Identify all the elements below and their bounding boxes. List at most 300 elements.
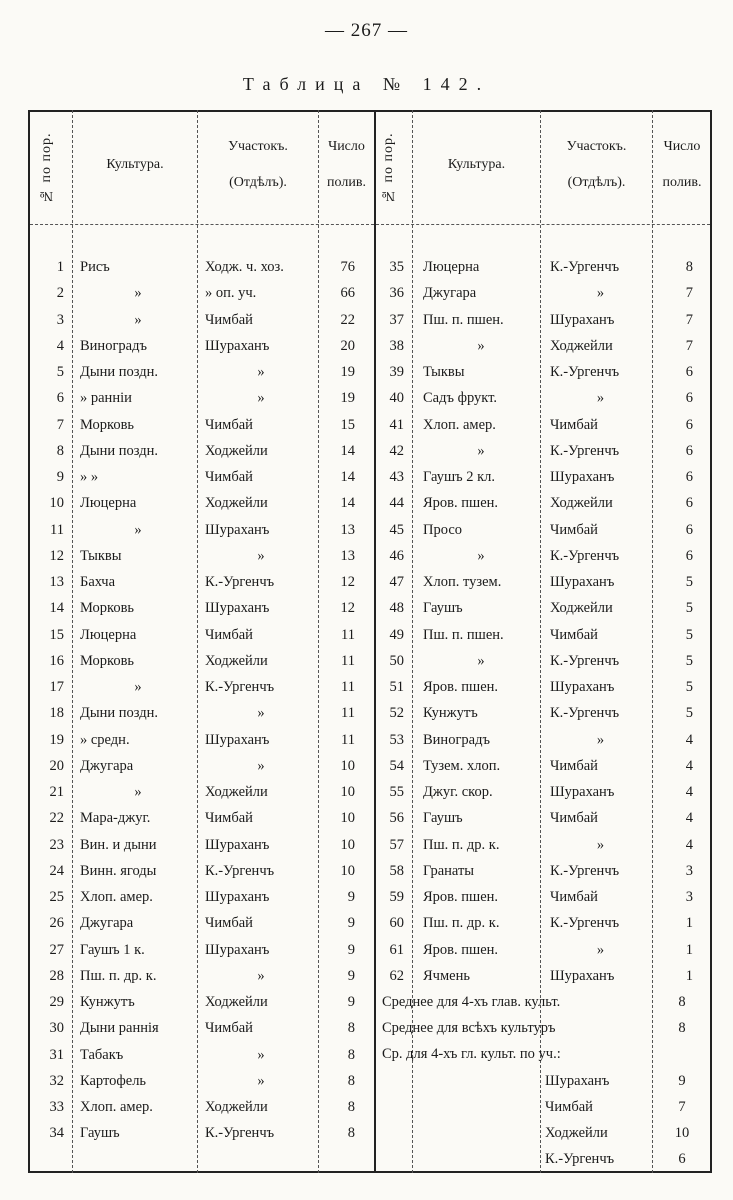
table-row <box>0 543 733 569</box>
row-number: 61 <box>389 941 404 958</box>
row-value: 19 <box>340 390 355 407</box>
summary-plot-value: 6 <box>678 1151 686 1167</box>
row-plot: К.-Ургенчъ <box>205 574 275 590</box>
row-plot: Чимбай <box>550 626 598 643</box>
row-number: 50 <box>389 652 404 669</box>
row-culture: Дыни раннія <box>80 1020 159 1037</box>
row-number: 52 <box>389 705 404 722</box>
row-value: 6 <box>685 469 693 485</box>
row-value: 10 <box>340 810 355 827</box>
row-number: 17 <box>49 679 64 695</box>
row-number: 40 <box>389 390 404 407</box>
row-plot: Ходжейли <box>205 784 268 800</box>
row-culture: Хлоп. тузем. <box>423 574 502 590</box>
row-culture: Люцерна <box>423 259 480 275</box>
table-row <box>0 727 733 753</box>
row-plot: Чимбай <box>550 757 598 774</box>
row-plot: К.-Ургенчъ <box>205 679 275 695</box>
row-value: 13 <box>340 547 355 564</box>
row-plot: Ходж. ч. хоз. <box>205 259 284 275</box>
row-value: 3 <box>685 889 693 905</box>
row-culture: » <box>477 337 485 354</box>
row-value: 4 <box>685 731 693 748</box>
row-culture: Тузем. хлоп. <box>423 757 501 774</box>
row-culture: » <box>134 311 142 328</box>
row-culture: Пш. п. др. к. <box>423 836 500 853</box>
row-number: 10 <box>49 495 64 512</box>
row-culture: Картофель <box>80 1072 147 1089</box>
table-row <box>0 1068 733 1094</box>
row-number: 35 <box>389 259 404 275</box>
header-culture: Культура. <box>106 157 164 172</box>
row-plot: Чимбай <box>550 521 598 538</box>
row-value: 19 <box>340 364 355 380</box>
row-number: 37 <box>389 311 404 328</box>
row-culture: Джугара <box>80 757 134 774</box>
row-number: 41 <box>389 416 404 433</box>
row-culture: Яров. пшен. <box>423 679 499 695</box>
row-culture: Морковь <box>80 652 135 669</box>
table-row <box>0 753 733 779</box>
row-number: 19 <box>49 731 64 748</box>
row-number: 34 <box>49 1125 64 1142</box>
row-plot: Ходжейли <box>205 994 268 1010</box>
row-value: 5 <box>685 679 693 695</box>
row-culture: Мара-джуг. <box>80 810 151 827</box>
row-culture: Виноградъ <box>80 337 147 354</box>
table-row <box>0 307 733 333</box>
row-number: 58 <box>389 862 404 879</box>
row-number: 15 <box>49 626 64 643</box>
row-number: 57 <box>389 836 404 853</box>
row-culture: Джуг. скор. <box>423 784 493 800</box>
row-value: 10 <box>340 836 355 853</box>
row-value: 12 <box>340 574 355 590</box>
row-culture: Хлоп. амер. <box>423 416 496 433</box>
row-plot: К.-Ургенчъ <box>550 915 620 932</box>
row-value: 6 <box>685 442 693 459</box>
row-plot: » <box>257 757 265 774</box>
row-value: 3 <box>685 862 693 879</box>
summary-plot-name: Ходжейли <box>545 1125 608 1141</box>
row-plot: » <box>257 547 265 564</box>
row-number: 24 <box>49 862 64 879</box>
table-row <box>0 858 733 884</box>
row-culture: Садъ фрукт. <box>423 390 498 407</box>
row-culture: Джугара <box>423 285 477 302</box>
row-value: 11 <box>341 652 355 669</box>
table-row <box>0 359 733 385</box>
table-row <box>0 700 733 726</box>
row-culture: Гаушъ 1 к. <box>80 941 145 958</box>
row-plot: Шураханъ <box>205 941 270 958</box>
row-plot: » <box>257 1046 265 1063</box>
row-number: 27 <box>49 941 64 958</box>
table-row <box>0 569 733 595</box>
table-row <box>0 412 733 438</box>
row-number: 55 <box>389 784 404 800</box>
table-row <box>0 622 733 648</box>
row-culture: Просо <box>423 521 463 538</box>
row-plot: К.-Ургенчъ <box>550 442 620 459</box>
row-culture: Хлоп. амер. <box>80 1099 153 1115</box>
row-value: 4 <box>685 810 693 827</box>
row-culture: Люцерна <box>80 495 137 512</box>
summary-plot-value: 10 <box>674 1125 690 1141</box>
table-row <box>0 1042 733 1068</box>
row-number: 26 <box>49 915 64 932</box>
row-plot: Чимбай <box>550 810 598 827</box>
row-number: 20 <box>49 757 64 774</box>
row-culture: Дыни поздн. <box>80 705 159 722</box>
row-number: 2 <box>56 285 64 302</box>
row-value: 6 <box>685 390 693 407</box>
row-value: 9 <box>347 941 355 958</box>
row-value: 1 <box>685 941 693 958</box>
table-row <box>0 517 733 543</box>
summary-per-plot-label: Ср. для 4-хъ гл. культ. по уч.: <box>382 1046 561 1062</box>
row-plot: Шураханъ <box>205 337 270 354</box>
row-culture: Пш. п. др. к. <box>423 915 500 932</box>
row-value: 9 <box>347 967 355 984</box>
row-plot: » <box>596 836 605 853</box>
table-row <box>0 779 733 805</box>
table-row <box>0 595 733 621</box>
header-separator <box>30 224 710 225</box>
table-row <box>0 1015 733 1041</box>
row-culture: Пш. п. пшен. <box>423 311 504 328</box>
row-plot: Чимбай <box>205 469 253 485</box>
table-row <box>0 464 733 490</box>
summary-avg-main-label: Среднее для 4-хъ глав. культ. <box>382 994 561 1010</box>
row-value: 6 <box>685 495 693 512</box>
row-culture: Хлоп. амер. <box>80 889 153 905</box>
row-value: 7 <box>685 311 693 328</box>
row-culture: Ячмень <box>423 967 470 984</box>
row-value: 8 <box>347 1099 355 1115</box>
row-culture: » <box>134 285 142 302</box>
table-title: Таблица № 142. <box>242 74 491 94</box>
row-culture: Яров. пшен. <box>423 889 499 905</box>
row-value: 66 <box>340 285 355 302</box>
row-culture: Морковь <box>80 416 135 433</box>
row-value: 8 <box>347 1020 355 1037</box>
row-value: 5 <box>685 705 693 722</box>
row-plot: » <box>596 390 605 407</box>
row-value: 14 <box>340 495 355 512</box>
row-plot: Шураханъ <box>550 784 615 800</box>
row-value: 5 <box>685 626 693 643</box>
row-plot: К.-Ургенчъ <box>205 862 275 879</box>
summary-plot-value: 9 <box>678 1073 686 1089</box>
row-culture: » <box>134 784 142 800</box>
row-culture: » ранніи <box>80 390 132 407</box>
row-culture: » » <box>80 469 99 485</box>
row-culture: Гаушъ <box>80 1125 120 1142</box>
header-count-line2-right: полив. <box>662 175 702 190</box>
row-number: 47 <box>389 574 404 590</box>
row-value: 4 <box>685 757 693 774</box>
row-number: 60 <box>389 915 404 932</box>
row-number: 1 <box>56 259 64 275</box>
row-value: 4 <box>685 784 693 800</box>
row-value: 13 <box>340 521 355 538</box>
table-row <box>0 910 733 936</box>
row-plot: Шураханъ <box>550 967 615 984</box>
row-plot: Чимбай <box>205 810 253 827</box>
row-number: 14 <box>49 600 64 617</box>
row-culture: Гранаты <box>423 862 475 879</box>
table-row <box>0 674 733 700</box>
table-row <box>0 937 733 963</box>
row-number: 11 <box>50 521 64 538</box>
summary-avg-main-value: 8 <box>678 994 686 1010</box>
row-culture: Гаушъ 2 кл. <box>423 469 496 485</box>
row-plot: Шураханъ <box>550 574 615 590</box>
row-number: 6 <box>56 390 64 407</box>
row-culture: Яров. пшен. <box>423 495 499 512</box>
table-row <box>0 280 733 306</box>
row-number: 25 <box>49 889 64 905</box>
row-value: 11 <box>341 731 355 748</box>
row-plot: Чимбай <box>550 416 598 433</box>
row-number: 29 <box>49 994 64 1010</box>
header-plot-line1: Участокъ. <box>228 139 288 154</box>
row-plot: » <box>596 941 605 958</box>
header-num: № по пор. <box>39 132 54 204</box>
row-number: 31 <box>49 1046 64 1063</box>
summary-plot-name: Чимбай <box>545 1099 593 1115</box>
table-row <box>0 648 733 674</box>
row-number: 9 <box>56 469 64 485</box>
row-culture: Тыквы <box>80 547 122 564</box>
header-count-line2: полив. <box>327 175 366 190</box>
row-number: 42 <box>389 442 404 459</box>
row-value: 9 <box>347 994 355 1010</box>
row-value: 10 <box>340 862 355 879</box>
row-value: 6 <box>685 547 693 564</box>
row-plot: Ходжейли <box>205 652 268 669</box>
row-culture: Морковь <box>80 600 135 617</box>
row-number: 8 <box>56 442 64 459</box>
row-value: 15 <box>340 416 355 433</box>
row-culture: Рисъ <box>80 259 110 275</box>
summary-plot-name: К.-Ургенчъ <box>545 1151 615 1167</box>
table-row <box>0 805 733 831</box>
table-row <box>0 963 733 989</box>
table-row <box>0 490 733 516</box>
row-number: 43 <box>389 469 404 485</box>
row-culture: Тыквы <box>423 364 465 380</box>
row-number: 16 <box>49 652 64 669</box>
row-value: 9 <box>347 915 355 932</box>
table-row <box>0 989 733 1015</box>
header-culture-right: Культура. <box>447 157 506 172</box>
row-plot: » оп. уч. <box>205 285 257 302</box>
row-culture: Табакъ <box>80 1046 124 1063</box>
row-number: 59 <box>389 889 404 905</box>
row-value: 11 <box>341 705 355 722</box>
header-plot-line1-right: Участокъ. <box>566 139 627 154</box>
row-value: 7 <box>685 285 693 302</box>
table-row <box>0 1120 733 1146</box>
row-culture: Дыни поздн. <box>80 442 159 459</box>
row-culture: Бахча <box>80 574 116 590</box>
row-plot: К.-Ургенчъ <box>550 259 620 275</box>
row-plot: Чимбай <box>205 311 253 328</box>
row-plot: Шураханъ <box>205 521 270 538</box>
row-plot: » <box>257 705 265 722</box>
row-plot: К.-Ургенчъ <box>550 705 620 722</box>
row-number: 28 <box>49 967 64 984</box>
row-number: 12 <box>49 547 64 564</box>
row-value: 9 <box>347 889 355 905</box>
row-plot: Шураханъ <box>550 469 615 485</box>
summary-avg-all-label: Среднее для всѣхъ культуръ <box>382 1020 556 1036</box>
summary-plot-value: 7 <box>678 1099 686 1115</box>
row-value: 22 <box>340 311 355 328</box>
row-plot: Ходжейли <box>205 1099 268 1115</box>
row-culture: » <box>477 547 485 564</box>
row-plot: » <box>257 390 265 407</box>
row-number: 21 <box>49 784 64 800</box>
row-plot: Ходжейли <box>205 442 268 459</box>
table-row <box>0 333 733 359</box>
row-number: 32 <box>49 1072 64 1089</box>
row-number: 22 <box>49 810 64 827</box>
row-number: 49 <box>389 626 404 643</box>
page-number: — 267 — <box>325 20 408 41</box>
row-number: 44 <box>389 495 404 512</box>
summary-plot-name: Шураханъ <box>545 1073 610 1089</box>
row-plot: » <box>257 967 265 984</box>
row-culture: Яров. пшен. <box>423 941 499 958</box>
row-culture: Вин. и дыни <box>80 836 157 853</box>
row-value: 5 <box>685 600 693 617</box>
row-value: 6 <box>685 416 693 433</box>
row-plot: Шураханъ <box>550 679 615 695</box>
row-culture: » <box>477 442 485 459</box>
row-value: 6 <box>685 521 693 538</box>
row-plot: Ходжейли <box>550 495 613 512</box>
row-plot: Чимбай <box>205 1020 253 1037</box>
row-number: 62 <box>389 967 404 984</box>
row-number: 23 <box>49 836 64 853</box>
row-number: 56 <box>389 810 404 827</box>
row-value: 4 <box>685 836 693 853</box>
row-plot: К.-Ургенчъ <box>550 547 620 564</box>
row-culture: Гаушъ <box>423 810 463 827</box>
row-plot: Чимбай <box>550 889 598 905</box>
row-culture: Пш. п. пшен. <box>423 626 504 643</box>
row-plot: К.-Ургенчъ <box>550 652 620 669</box>
row-plot: К.-Ургенчъ <box>550 862 620 879</box>
row-number: 4 <box>56 337 64 354</box>
header-num-right: № по пор. <box>381 132 396 204</box>
row-number: 45 <box>389 521 404 538</box>
row-culture: Кунжутъ <box>80 994 135 1010</box>
row-number: 39 <box>389 364 404 380</box>
row-value: 5 <box>685 652 693 669</box>
table-row <box>0 385 733 411</box>
summary-avg-all-value: 8 <box>678 1020 686 1036</box>
row-plot: Ходжейли <box>550 337 613 354</box>
row-culture: Гаушъ <box>423 600 463 617</box>
row-plot: Шураханъ <box>205 889 270 905</box>
table-row <box>0 832 733 858</box>
row-number: 54 <box>389 757 404 774</box>
row-value: 11 <box>341 679 355 695</box>
row-culture: » <box>134 679 142 695</box>
header-plot-line2: (Отдѣлъ). <box>229 175 287 190</box>
row-culture: Виноградъ <box>423 731 490 748</box>
row-number: 33 <box>49 1099 64 1115</box>
row-number: 36 <box>389 285 404 302</box>
row-number: 48 <box>389 600 404 617</box>
row-value: 1 <box>685 967 693 984</box>
row-value: 14 <box>340 469 355 485</box>
row-plot: Шураханъ <box>205 731 270 748</box>
row-plot: Шураханъ <box>205 600 270 617</box>
row-plot: Шураханъ <box>205 836 270 853</box>
table-row <box>0 884 733 910</box>
row-culture: » <box>134 521 142 538</box>
row-number: 46 <box>389 547 404 564</box>
header-count-line1: Число <box>328 139 365 154</box>
row-plot: » <box>257 364 265 380</box>
row-value: 10 <box>340 784 355 800</box>
row-value: 1 <box>685 915 693 932</box>
row-culture: Джугара <box>80 915 134 932</box>
row-number: 53 <box>389 731 404 748</box>
row-plot: » <box>596 731 605 748</box>
row-number: 7 <box>56 416 64 433</box>
row-plot: Ходжейли <box>550 600 613 617</box>
row-plot: К.-Ургенчъ <box>205 1125 275 1142</box>
row-value: 14 <box>340 442 355 459</box>
row-value: 7 <box>685 337 693 354</box>
row-plot: » <box>257 1072 265 1089</box>
row-value: 10 <box>340 757 355 774</box>
row-culture: Дыни поздн. <box>80 364 159 380</box>
row-value: 6 <box>685 364 693 380</box>
row-value: 5 <box>685 574 693 590</box>
row-plot: Ходжейли <box>205 495 268 512</box>
row-number: 51 <box>389 679 404 695</box>
row-value: 12 <box>340 600 355 617</box>
row-number: 18 <box>49 705 64 722</box>
table-row <box>0 254 733 280</box>
row-value: 8 <box>347 1125 355 1142</box>
row-culture: Пш. п. др. к. <box>80 967 157 984</box>
row-number: 30 <box>49 1020 64 1037</box>
row-plot: К.-Ургенчъ <box>550 364 620 380</box>
row-value: 8 <box>685 259 693 275</box>
table-row <box>0 438 733 464</box>
row-culture: Люцерна <box>80 626 137 643</box>
row-number: 3 <box>56 311 64 328</box>
row-plot: Чимбай <box>205 416 253 433</box>
row-culture: » средн. <box>80 731 130 748</box>
row-number: 38 <box>389 337 404 354</box>
row-number: 5 <box>56 364 64 380</box>
row-value: 11 <box>341 626 355 643</box>
table-row <box>0 1094 733 1120</box>
row-number: 13 <box>49 574 64 590</box>
row-value: 8 <box>347 1046 355 1063</box>
row-plot: Шураханъ <box>550 311 615 328</box>
row-culture: Винн. ягоды <box>80 862 157 879</box>
